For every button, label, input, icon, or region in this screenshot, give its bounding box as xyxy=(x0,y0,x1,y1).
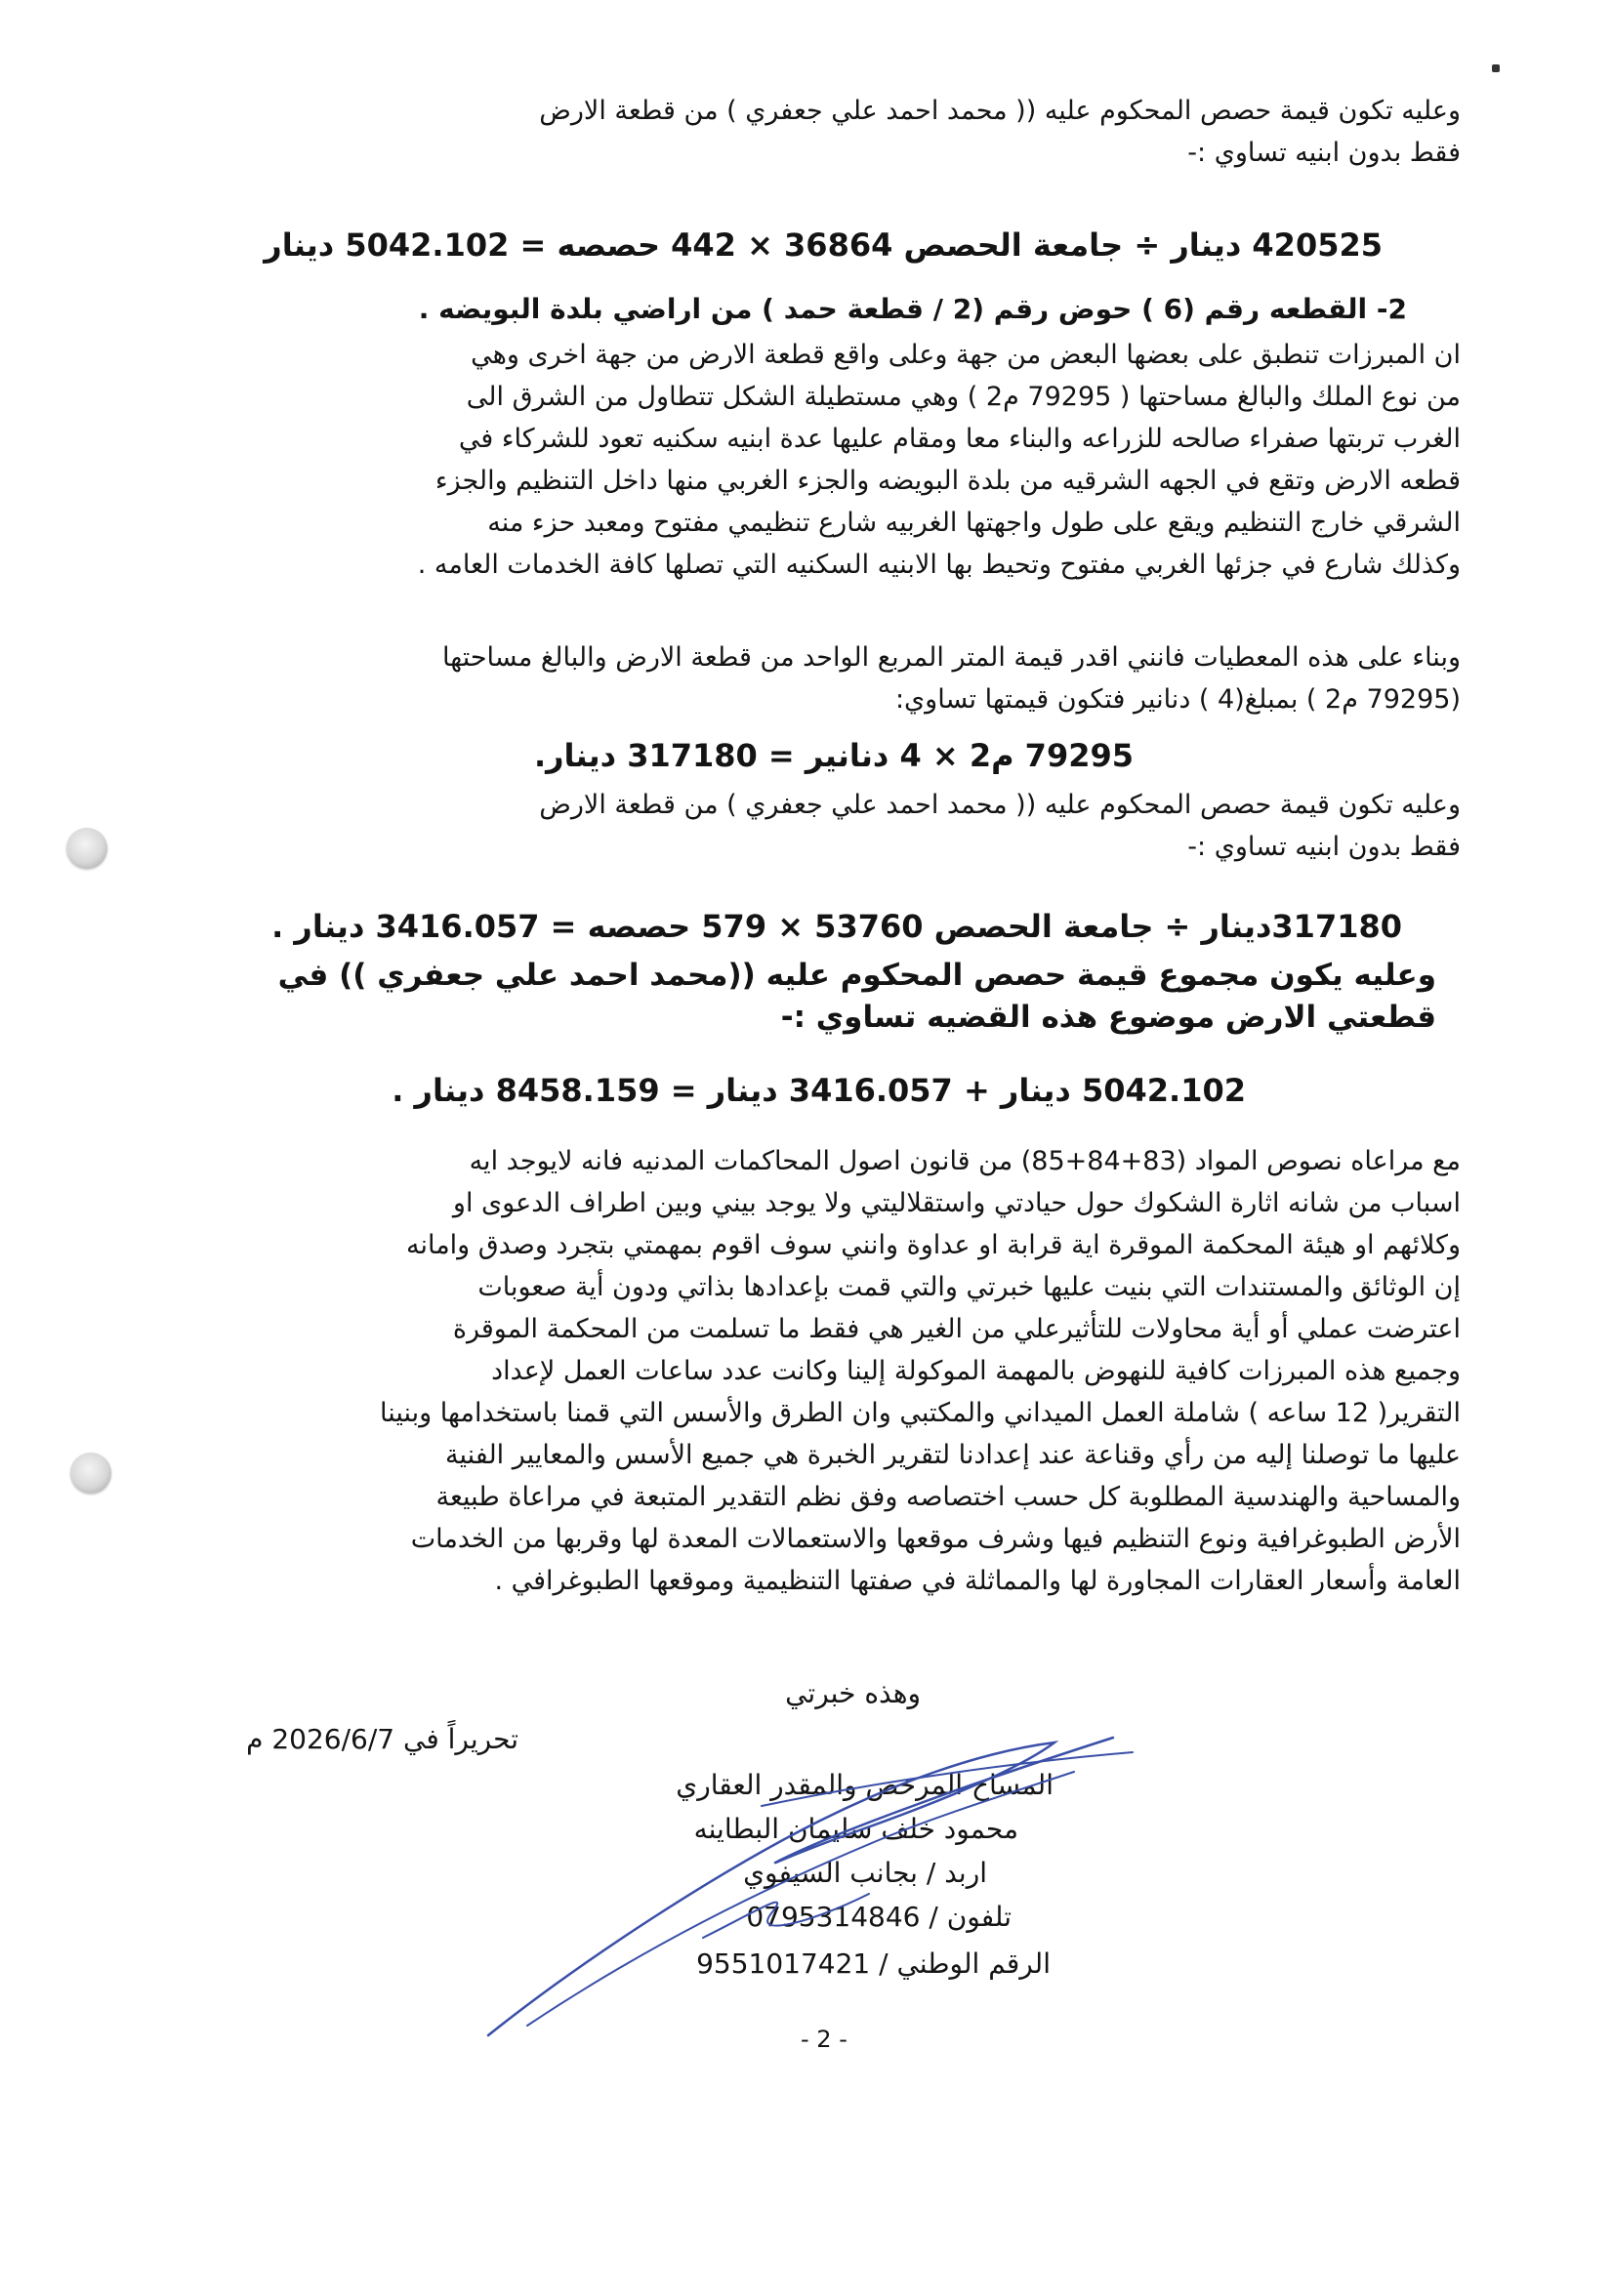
text-line: الغرب تربتها صفراء صالحه للزراعه والبناء معا ومقام عليها عدة ابنيه سكنيه تعود للشركاء في xyxy=(458,424,1461,454)
parcel-2-heading: 2- القطعه رقم (6 ) حوض رقم (2 / قطعة حمد ) من اراضي بلدة البويضه . xyxy=(418,293,1407,325)
corner-mark xyxy=(1492,64,1500,72)
signer-national-id: الرقم الوطني / 9551017421 xyxy=(696,1948,1051,1980)
handwritten-signature xyxy=(469,1713,1152,2055)
text-line: الأرض الطبوغرافية ونوع التنظيم فيها وشرف موقعها والاستعمالات المعدة لها وقربها من الخدمات xyxy=(410,1524,1461,1554)
formula-parcel-2: 317180دينار ÷ جامعة الحصص 53760 × 579 حصصه = 3416.057 دينار . xyxy=(271,908,1402,945)
text-line: العامة وأسعار العقارات المجاورة لها والمماثلة في صفتها التنظيمية وموقعها الطبوغرافي . xyxy=(494,1566,1461,1596)
page-number: - 2 - xyxy=(801,2026,847,2053)
text-line: قطعه الارض وتقع في الجهه الشرقيه من بلدة البويضه والجزء الغربي منها داخل التنظيم والجزء xyxy=(434,466,1461,496)
signer-phone: تلفون / 0795314846 xyxy=(746,1901,1012,1933)
closing-line: وهذه خبرتي xyxy=(785,1677,921,1709)
text-line: (79295 م2 ) بمبلغ(4 ) دنانير فتكون قيمتها تساوي: xyxy=(894,684,1461,715)
text-line: إن الوثائق والمستندات التي بنيت عليها خبرتي والتي قمت بإعدادها بذاتي ودون أية صعوبات xyxy=(477,1272,1461,1302)
text-line: قطعتي الارض موضوع هذه القضيه تساوي :- xyxy=(780,1000,1436,1035)
text-line: والمساحية والهندسية المطلوبة كل حسب اختصاصه وفق نظم التقدير المتبعة في مراعاة طبيعة xyxy=(435,1482,1461,1512)
formula-parcel-1: 420525 دينار ÷ جامعة الحصص 36864 × 442 حصصه = 5042.102 دينار xyxy=(264,226,1383,264)
text-line: اعترضت عملي أو أية محاولات للتأثيرعلي من الغير هي فقط ما تسلمت من المحكمة الموقرة xyxy=(452,1314,1461,1344)
punch-hole xyxy=(66,828,107,869)
signer-title: المساح المرخص والمقدر العقاري xyxy=(676,1769,1054,1801)
date-line: تحريراً في 2026/6/7 م xyxy=(246,1723,518,1755)
shares-intro-2 xyxy=(172,784,1461,868)
text-line: عليها ما توصلنا إليه من رأي وقناعة عند إعدادنا لتقرير الخبرة هي جميع الأسس والمعايير الفنية xyxy=(445,1440,1461,1470)
text-line: اسباب من شانه اثارة الشكوك حول حيادتي واستقلاليتي ولا يوجد بيني وبين اطراف الدعوى او xyxy=(452,1188,1461,1218)
text-line: مع مراعاه نصوص المواد (83+84+85) من قانون اصول المحاكمات المدنيه فانه لايوجد ايه xyxy=(469,1146,1461,1176)
text-line: وعليه تكون قيمة حصص المحكوم عليه (( محمد احمد علي جعفري ) من قطعة الارض xyxy=(539,96,1461,126)
text-line: فقط بدون ابنيه تساوي :- xyxy=(1187,832,1461,862)
total-statement xyxy=(186,955,1436,1039)
text-line: من نوع الملك والبالغ مساحتها ( 79295 م2 ) وهي مستطيلة الشكل تتطاول من الشرق الى xyxy=(466,382,1461,412)
text-line: وعليه تكون قيمة حصص المحكوم عليه (( محمد احمد علي جعفري ) من قطعة الارض xyxy=(539,790,1461,820)
parcel-2-description xyxy=(172,334,1461,586)
text-line: فقط بدون ابنيه تساوي :- xyxy=(1187,138,1461,168)
text-line: وكلائهم او هيئة المحكمة الموقرة اية قرابة او عداوة وانني سوف اقوم بمهمتي بتجرد وصدق وامانه xyxy=(406,1230,1461,1260)
formula-area-value: 79295 م2 × 4 دنانير = 317180 دينار. xyxy=(533,737,1134,774)
valuation-paragraph xyxy=(172,636,1461,720)
shares-intro-1 xyxy=(172,90,1461,174)
signer-address: اربد / بجانب السيفوي xyxy=(743,1857,987,1889)
signer-name: محمود خلف سليمان البطاينه xyxy=(693,1813,1018,1845)
text-line: وبناء على هذه المعطيات فانني اقدر قيمة المتر المربع الواحد من قطعة الارض والبالغ مساحتها xyxy=(442,642,1461,673)
text-line: التقرير( 12 ساعه ) شاملة العمل الميداني والمكتبي وان الطرق والأسس التي قمنا باستخدامها وبنينا xyxy=(380,1398,1461,1428)
text-line: وعليه يكون مجموع قيمة حصص المحكوم عليه ((محمد احمد علي جعفري )) في xyxy=(277,958,1436,993)
formula-total: 5042.102 دينار + 3416.057 دينار = 8458.159 دينار . xyxy=(392,1072,1246,1109)
punch-hole xyxy=(70,1453,111,1494)
text-line: ان المبرزات تنطبق على بعضها البعض من جهة وعلى واقع قطعة الارض من جهة اخرى وهي xyxy=(471,340,1461,370)
text-line: وكذلك شارع في جزئها الغربي مفتوح وتحيط بها الابنيه السكنيه التي تصلها كافة الخدمات العامه . xyxy=(417,550,1461,580)
text-line: وجميع هذه المبرزات كافية للنهوض بالمهمة الموكولة إلينا وكانت عدد ساعات العمل لإعداد xyxy=(491,1356,1461,1386)
text-line: الشرقي خارج التنظيم ويقع على طول واجهتها الغربيه شارع تنظيمي مفتوح ومعبد حزء منه xyxy=(487,508,1461,538)
declaration-paragraph xyxy=(172,1140,1461,1602)
